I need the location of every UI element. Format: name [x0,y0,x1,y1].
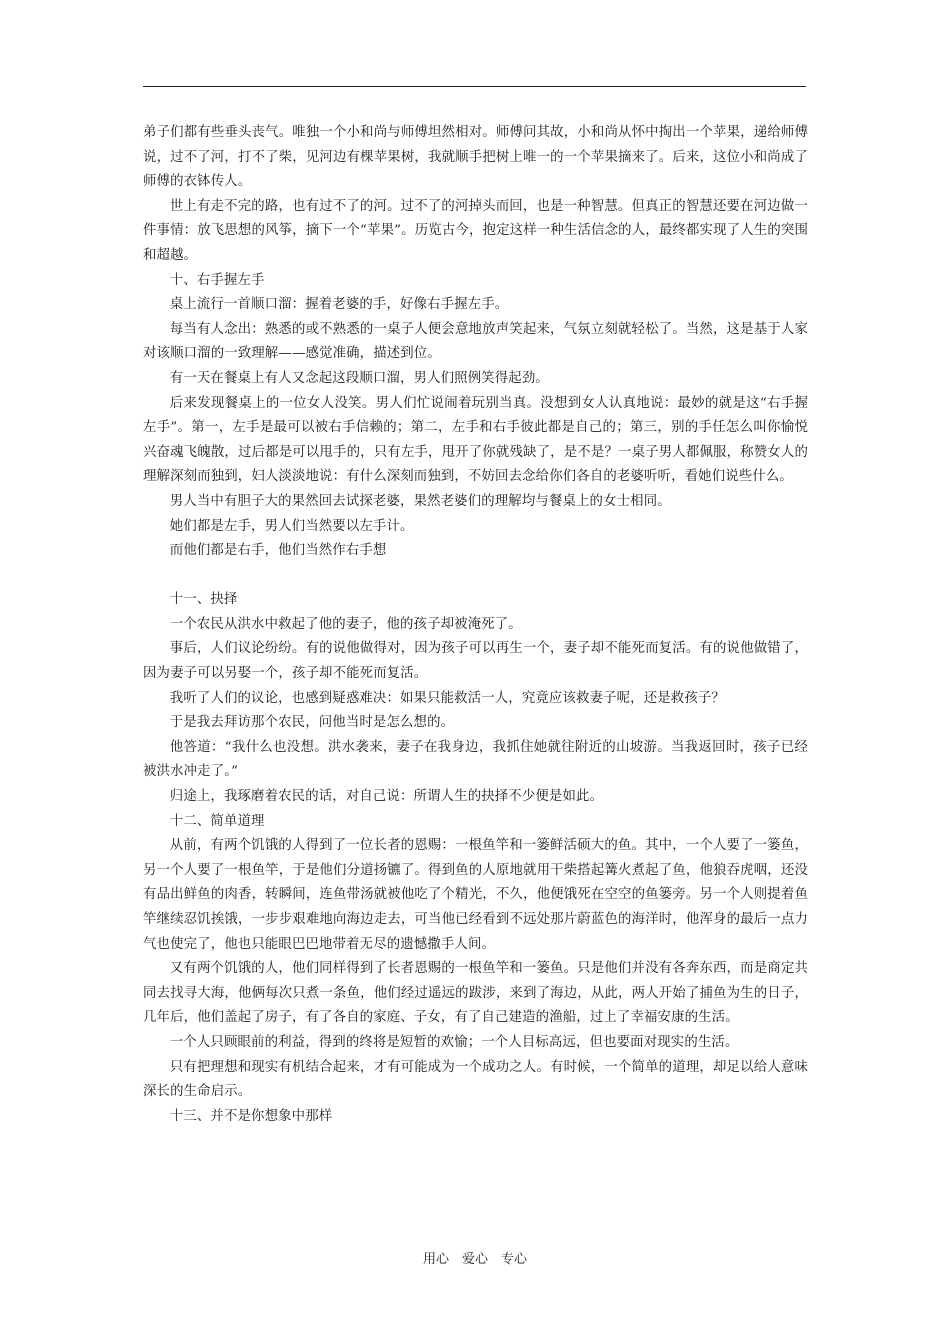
paragraph: 他答道：“我什么也没想。洪水袭来，妻子在我身边，我抓住她就往附近的山坡游。当我返回时，孩子已经被洪水冲走了。” [143,739,808,780]
section-heading: 十二、简单道理 [169,813,265,829]
page-footer: 用心 爱心 专心 [422,1252,527,1267]
paragraph: 我听了人们的议论，也感到疑惑难决：如果只能救活一人，究竟应该救妻子呢，还是救孩子？ [169,690,725,706]
paragraph: 世上有走不完的路，也有过不了的河。过不了的河掉头而回，也是一种智慧。但真正的智慧还要在河边做一件事情：放飞思想的风筝，摘下一个“苹果”。历览古今，抱定这样一种生活信念的人，最终都实现了人生的突围和超越。 [143,198,808,263]
section-heading: 十、右手握左手 [169,272,265,288]
paragraph: 她们都是左手，男人们当然要以左手计。 [169,518,414,534]
document-body [143,121,808,1129]
section-heading: 十三、并不是你想象中那样 [169,1108,333,1124]
blank-line [143,564,808,589]
paragraph: 桌上流行一首顺口溜：握着老婆的手，好像右手握左手。 [169,297,509,313]
header-rule [143,86,806,87]
paragraph: 每当有人念出：熟悉的或不熟悉的一桌子人便会意地放声笑起来，气氛立刻就轻松了。当然，这是基于人家对该顺口溜的一致理解——感觉准确，描述到位。 [143,321,808,362]
paragraph: 后来发现餐桌上的一位女人没笑。男人们忙说闹着玩别当真。没想到女人认真地说：最妙的就是这“右手握左手”。第一，左手是最可以被右手信赖的；第二，左手和右手彼此都是自己的；第三，别的手任怎么叫你愉悦兴奋魂飞魄散，过后都是可以甩手的，只有左手，甩开了你就残缺了，是不是？一桌子男人都佩服，称赞女人的理解深刻而独到，妇人淡淡地说：有什么深刻而独到，不妨回去念给你们各自的老婆听听，看她们说些什么。 [143,395,808,485]
paragraph: 归途上，我琢磨着农民的话，对自己说：所谓人生的抉择不少便是如此。 [169,789,604,805]
paragraph: 男人当中有胆子大的果然回去试探老婆，果然老婆们的理解均与餐桌上的女士相同。 [169,493,671,509]
paragraph: 事后，人们议论纷纷。有的说他做得对，因为孩子可以再生一个，妻子却不能死而复活。有的说他做错了，因为妻子可以另娶一个，孩子却不能死而复活。 [143,641,808,682]
paragraph: 从前，有两个饥饿的人得到了一位长者的恩赐：一根鱼竿和一篓鲜活硕大的鱼。其中，一个人要了一篓鱼，另一个人要了一根鱼竿，于是他们分道扬镳了。得到鱼的人原地就用干柴搭起篝火煮起了鱼，他狼吞虎咽，还没有品出鲜鱼的肉香，转瞬间，连鱼带汤就被他吃了个精光，不久，他便饿死在空空的鱼篓旁。另一个人则提着鱼竿继续忍饥挨饿，一步步艰难地向海边走去，可当他已经看到不远处那片蔚蓝色的海洋时，他浑身的最后一点力气也使完了，他也只能眼巴巴地带着无尽的遗憾撒手人间。 [143,838,808,952]
paragraph: 只有把理想和现实有机结合起来，才有可能成为一个成功之人。有时候，一个简单的道理，却足以给人意味深长的生命启示。 [143,1059,808,1100]
paragraph: 有一天在餐桌上有人又念起这段顺口溜，男人们照例笑得起劲。 [169,370,549,386]
paragraph: 而他们都是右手，他们当然作右手想 [169,543,387,559]
paragraph: 于是我去拜访那个农民，问他当时是怎么想的。 [169,715,455,731]
section-heading: 十一、抉择 [169,592,238,608]
paragraph: 一个人只顾眼前的利益，得到的终将是短暂的欢愉；一个人目标高远，但也要面对现实的生活。 [169,1034,739,1050]
paragraph: 弟子们都有些垂头丧气。唯独一个小和尚与师傅坦然相对。师傅问其故，小和尚从怀中掏出一个苹果，递给师傅说，过不了河，打不了柴，见河边有棵苹果树，我就顺手把树上唯一的一个苹果摘来了。后来，这位小和尚成了师傅的衣钵传人。 [143,125,808,190]
paragraph: 一个农民从洪水中救起了他的妻子，他的孩子却被淹死了。 [169,616,522,632]
paragraph: 又有两个饥饿的人，他们同样得到了长者恩赐的一根鱼竿和一篓鱼。只是他们并没有各奔东西，而是商定共同去找寻大海，他俩每次只煮一条鱼，他们经过遥远的跋涉，来到了海边，从此，两人开始了捕鱼为生的日子，几年后，他们盖起了房子，有了各自的家庭、子女，有了自己建造的渔船，过上了幸福安康的生活。 [143,961,808,1026]
